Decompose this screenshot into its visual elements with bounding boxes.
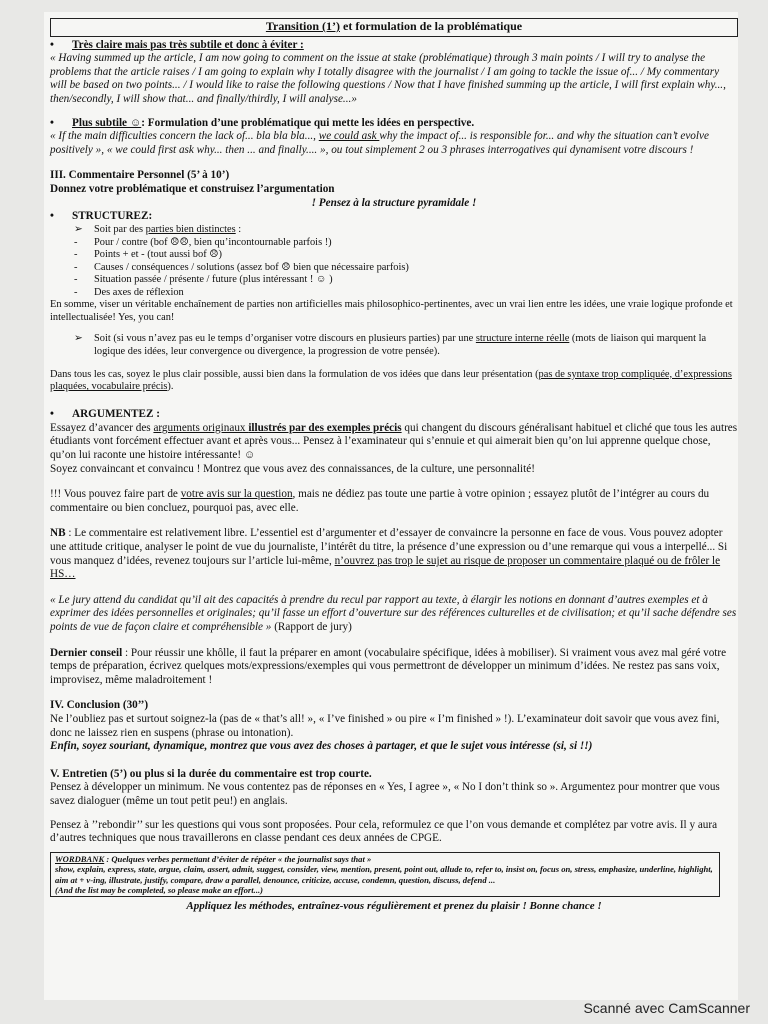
list-item <box>50 249 738 262</box>
wordbank-label: WORDBANK <box>55 853 105 864</box>
text-run-underlined: n’ouvrez pas trop le sujet au risque de proposer un commentaire plaqué ou de frôler le HS… <box>50 554 721 581</box>
jury-quote: « Le jury attend du candidat qu’il ait des capacités à prendre du recul par rapport au texte, à élargir les notions en donnant d’autres exemples et à exprimer des idées personnelles et originales; qu’il fasse un effort d’ouverture sur des références culturelles et de civilisation; et qu’il sache défendre ses points de vue de façon claire et compréhensible » <box>50 593 737 633</box>
bullet-structurez <box>50 210 738 224</box>
section-heading-v: V. Entretien (5’) ou plus si la durée du commentaire est trop courte. <box>50 767 372 780</box>
text-run-underlined: we could ask <box>318 130 380 143</box>
nb-label: NB <box>50 527 66 540</box>
list-item-text: Points + et - (tout aussi bof ☹) <box>94 249 223 261</box>
text-run-underlined: parties bien distinctes <box>145 223 236 235</box>
conclusion-paragraph: Ne l’oubliez pas et surtout soignez-la (pas de « that’s all! », « I’ve finished » ou pire « I’m finished » !). L’examinateur doit savoir que vous avez fini, donc ne laissez rien en suspens (phrase ou intonation). <box>50 712 720 739</box>
heading-plus-subtile-rest: : Formulation d’une problématique qui mette les idées en perspective. <box>141 116 475 129</box>
dash-marker: - <box>74 274 78 286</box>
closing-line: Appliquez les méthodes, entraînez-vous régulièrement et prenez du plaisir ! Bonne chance ! <box>186 900 602 913</box>
text-run-underlined: pas de syntaxe trop compliquée, d’expressions plaquées, vocabulaire précis <box>50 368 732 393</box>
structure-list <box>50 237 738 300</box>
section-subheading-iii: Donnez votre problématique et construisez l’argumentation <box>50 182 335 195</box>
text-run: : <box>235 223 242 235</box>
arrow-item-parties <box>50 224 738 237</box>
wordbank-intro: : Quelques verbes permettant d’éviter de répéter « the journalist says that » <box>104 853 372 864</box>
text-run: : Le commentaire est relativement libre. L’essentiel est d’argumenter et d’essayer de convaincre la personne en face de vous. Vous pouvez adopter une attitude critique, analyser le point de vue du journaliste, l’intérêt du titre, la présence d’une expression ou d’une remarque qui vous a interpellé... Si vous manquez d’idées, revenez toujours sur l’article lui-même, <box>50 527 728 567</box>
text-run-underlined-bold: illustrés par des exemples précis <box>248 421 402 434</box>
heading-structurez: STRUCTUREZ: <box>72 210 153 223</box>
list-item <box>50 287 738 300</box>
heading-argumentez: ARGUMENTEZ : <box>72 408 160 421</box>
text-run: why the impact of... is responsible for... and why the situation can’t evolve positively », « we could first ask why... then ... and finally.... », ou tout simplement 2 ou 3 phrases interrogatives qui dynamisent votre discours ! <box>50 130 709 156</box>
entretien-paragraph-1: Pensez à développer un minimum. Ne vous contentez pas de réponses en « Yes, I agree », « No I don’t think so ». Argumentez pour montrer que vous savez dialoguer (même un tout petit peu!) en anglais. <box>50 781 720 807</box>
bullet-marker: • <box>50 210 54 223</box>
title-rest: et formulation de la problématique <box>340 19 523 33</box>
dash-marker: - <box>74 286 78 298</box>
bullet-heading-2 <box>50 117 738 131</box>
en-somme-paragraph: En somme, viser un véritable enchaînement de parties non artificielles mais philosophico-pertinentes, avec un vrai lien entre les idées, une vraie logique profonde et intellectualisée! Yes, you can! <box>50 299 733 324</box>
entretien-paragraph-2: Pensez à ’’rebondir’’ sur les questions qui vous sont proposées. Pour cela, reformulez ce que l’on vous demande et complétez par votre avis. Il y aura d’autres techniques que nous travaillerons en classe pendant ces deux années de CPGE. <box>50 818 718 845</box>
title-prefix: Transition (1’) <box>265 19 340 33</box>
heading-tres-claire: Très claire mais pas très subtile et donc à éviter : <box>72 38 304 51</box>
example-phrases-2 <box>50 130 738 157</box>
list-item <box>50 262 738 275</box>
dans-tous-les-cas-paragraph <box>50 369 738 395</box>
jury-quote-paragraph <box>50 594 738 635</box>
document-page <box>50 18 738 914</box>
argumentez-paragraph-2: Soyez convaincant et convaincu ! Montrez que vous avez des connaissances, de la culture, une personnalité! <box>50 462 535 475</box>
section-heading-iv: IV. Conclusion (30’’) <box>50 699 149 712</box>
section-title-box <box>50 18 738 37</box>
bullet-marker: • <box>50 116 54 129</box>
text-run: Soit par des <box>94 223 146 235</box>
list-item <box>50 274 738 287</box>
heading-plus-subtile: Plus subtile ☺ <box>72 116 142 129</box>
text-run: ). <box>167 381 174 393</box>
text-run: qui changent du discours généralisant habituel et cliché que tous les autres étudiants vont forcément effectuer avant et après vous... Pensez à l’examinateur qui s’ennuie et qui aimerait bien qu’on lui apprenne quelque chose, qu’on lui raconte une histoire intéressante! ☺ <box>50 421 738 462</box>
wordbank-note: (And the list may be completed, so please make an effort...) <box>55 884 263 895</box>
list-item-text: Situation passée / présente / future (plus intéressant ! ☺ ) <box>94 274 333 286</box>
avis-paragraph <box>50 488 738 515</box>
text-run-underlined: arguments originaux <box>153 421 249 434</box>
dernier-conseil-label: Dernier conseil <box>50 646 123 659</box>
text-run-underlined: structure interne réelle <box>475 333 570 345</box>
conclusion-emphasis: Enfin, soyez souriant, dynamique, montrez que vous avez des choses à partager, et que le sujet vous intéresse (si, si !!) <box>50 740 593 753</box>
text-run: : Pour réussir une khôlle, il faut la préparer en amont (vocabulaire spécifique, idées à mobiliser). Si vraiment vous avez mal géré votre temps de préparation, écrivez quelques mots/expressions/exemples qui vous permettront de développer un minimum d’idées. Ne restez pas sans voix, improvisez, même maladroitement ! <box>50 646 727 686</box>
arrow-item-structure-interne <box>50 333 738 359</box>
list-item-text: Des axes de réflexion <box>94 286 184 298</box>
dash-marker: - <box>74 249 78 261</box>
bullet-marker: • <box>50 408 54 421</box>
arrow-marker: ➢ <box>74 223 83 235</box>
list-item-text: Pour / contre (bof ☹☹, bien qu’incontournable parfois !) <box>94 236 332 248</box>
list-item-text: Causes / conséquences / solutions (assez bof ☹ bien que nécessaire parfois) <box>94 261 409 273</box>
text-run: !!! Vous pouvez faire part de <box>50 488 181 501</box>
argumentez-paragraph-1 <box>50 422 738 463</box>
dash-marker: - <box>74 236 78 248</box>
bullet-heading-1 <box>50 39 738 53</box>
scanner-watermark: Scanné avec CamScanner <box>583 1000 750 1016</box>
text-run-underlined: votre avis sur la question <box>180 488 293 501</box>
text-run: Essayez d’avancer des <box>50 421 154 434</box>
nb-paragraph <box>50 527 738 581</box>
list-item <box>50 237 738 250</box>
bullet-argumentez <box>50 408 738 422</box>
wordbank-box <box>50 852 720 898</box>
dernier-conseil-paragraph <box>50 647 738 688</box>
text-run: , mais ne dédiez pas toute une partie à votre opinion ; essayez plutôt de l’intégrer au cours du commentaire ou bien concluez, pourquoi pas, avec elle. <box>50 488 710 514</box>
wordbank-list: show, explain, express, state, argue, claim, assert, admit, suggest, consider, view, mention, present, point out, allude to, refer to, insist on, focus on, stress, emphasize, underline, highlight, aim at + v-ing, illustrate, justify, compare, draw a parallel, denounce, criticize, accuse, condemn, question, discuss, defend ... <box>55 864 713 885</box>
text-run: Dans tous les cas, soyez le plus clair possible, aussi bien dans la formulation de vos idées que dans leur présentation ( <box>50 368 539 380</box>
pyramid-reminder: ! Pensez à la structure pyramidale ! <box>311 196 477 209</box>
jury-source: (Rapport de jury) <box>271 620 352 633</box>
text-run: « If the main difficulties concern the lack of... bla bla bla..., <box>50 130 319 143</box>
text-run: Soit (si vous n’avez pas eu le temps d’organiser votre discours en plusieurs parties) par une <box>94 333 476 345</box>
section-heading-iii: III. Commentaire Personnel (5’ à 10’) <box>50 169 230 182</box>
bullet-marker: • <box>50 38 54 51</box>
example-phrases-1: « Having summed up the article, I am now going to comment on the issue at stake (problématique) through 3 main points / I will try to analyse the problems that the article raises / I am going to explain why I totally disagree with the journalist / I am going to tackle the issue of... / My commentary will be based on two points... / I would like to raise the following questions / Now that I have finished summing up the article, I will first explain why..., then/secondly, I will show that... and finally/thirdly, I will analyse...» <box>50 52 726 105</box>
text-run: (mots de liaison qui marquent la logique des idées, leur convergence ou divergence, la progression de votre pensée). <box>94 333 707 357</box>
dash-marker: - <box>74 261 78 273</box>
arrow-marker: ➢ <box>74 333 83 345</box>
